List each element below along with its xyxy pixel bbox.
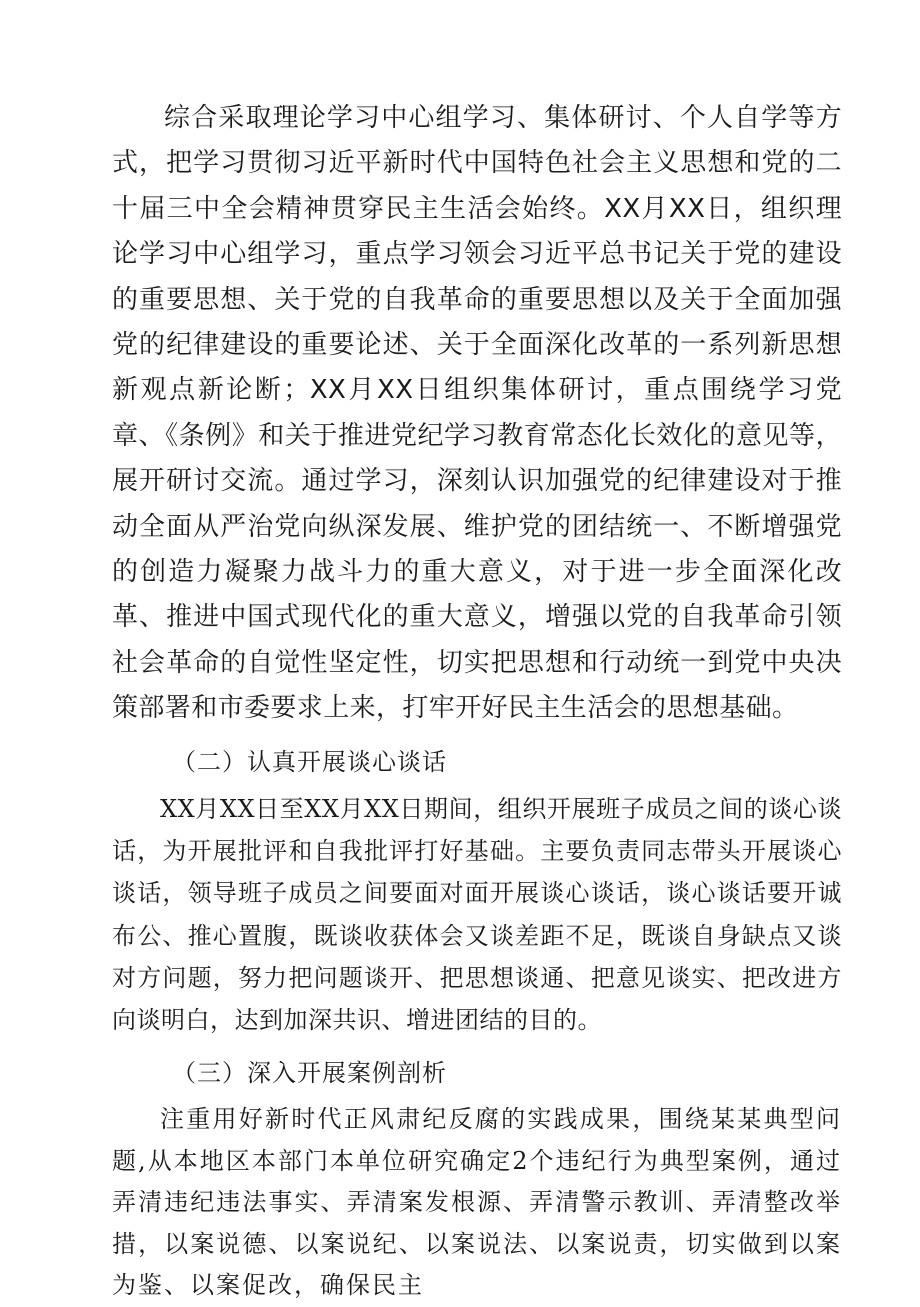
section-heading-case-analysis: （三）深入开展案例剖析: [172, 1059, 447, 1088]
paragraph-study: 综合采取理论学习中心组学习、集体研讨、个人自学等方式，把学习贯彻习近平新时代中国特色社会主义思想和党的二十届三中全会精神贯穿民主生活会始终。XX月XX日，组织理论学习中心组学习，重点学习领会习近平总书记关于党的建设的重要思想、关于党的自我革命的重要思想以及关于全面加强党的纪律建设的重要论述、关于全面深化改革的一系列新思想新观点新论断；XX月XX日组织集体研讨，重点围绕学习党章、《条例》和关于推进党纪学习教育常态化长效化的意见等，展开研讨交流。通过学习，深刻认识加强党的纪律建设对于推动全面从严治党向纵深发展、维护党的团结统一、不断增强党的创造力凝聚力战斗力的重大意义，对于进一步全面深化改革、推进中国式现代化的重大意义，增强以党的自我革命引领社会革命的自觉性坚定性，切实把思想和行动统一到党中央决策部署和市委要求上来，打牢开好民主生活会的思想基础。: [112, 103, 842, 724]
document-body: [112, 96, 842, 1307]
section-heading-heart-to-heart-talks: （二）认真开展谈心谈话: [172, 747, 447, 776]
paragraph-case-analysis: 注重用好新时代正风肃纪反腐的实践成果，围绕某某典型问题,从本地区本部门本单位研究确定2个违纪行为典型案例，通过弄清违纪违法事实、弄清案发根源、弄清警示教训、弄清整改举措，以案说德、以案说纪、以案说法、以案说责，切实做到以案为鉴、以案促改，确保民主: [112, 1105, 842, 1300]
paragraph-talks: XX月XX日至XX月XX日期间，组织开展班子成员之间的谈心谈话，为开展批评和自我批评打好基础。主要负责同志带头开展谈心谈话，领导班子成员之间要面对面开展谈心谈话，谈心谈话要开诚布公、推心置腹，既谈收获体会又谈差距不足，既谈自身缺点又谈对方问题，努力把问题谈开、把思想谈通、把意见谈实、把改进方向谈明白，达到加深共识、增进团结的目的。: [112, 794, 842, 1035]
